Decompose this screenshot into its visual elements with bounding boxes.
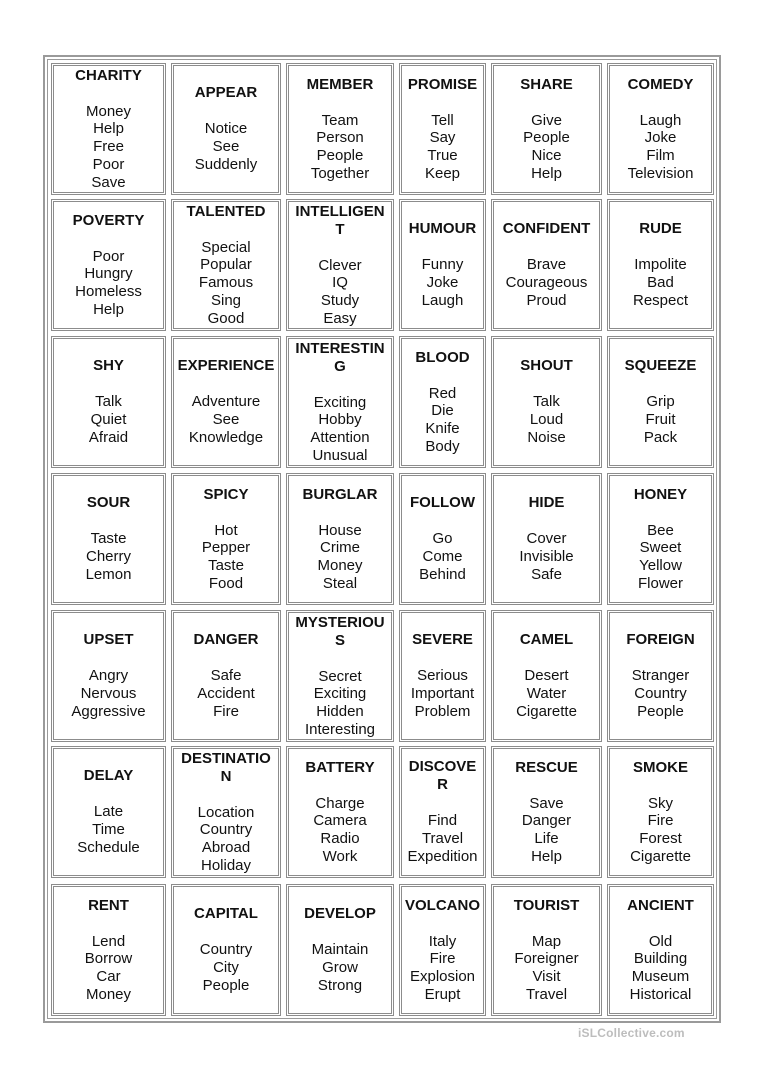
card-word: Strong [317, 976, 363, 994]
word-card [491, 199, 602, 331]
card-word: Quiet [90, 411, 127, 429]
card-title: EXPERIENCE [177, 357, 275, 375]
card-title: DELAY [83, 767, 134, 785]
card-word: Money [85, 102, 132, 120]
card-word: Holiday [200, 856, 252, 874]
word-card [491, 746, 602, 878]
card-word: Nice [531, 147, 562, 164]
card-content [289, 759, 391, 866]
word-card [171, 884, 281, 1016]
card-word: Flower [637, 574, 683, 592]
card-title: DESTINATION [181, 749, 271, 785]
card-word: Attention [310, 429, 370, 446]
card-word: Important [410, 685, 475, 703]
card-word: People [202, 976, 250, 994]
card-word: Desert [524, 667, 569, 685]
card-word: Proud [526, 291, 567, 309]
card-content [610, 897, 711, 1004]
card-title: TALENTED [186, 202, 266, 220]
card-title: MYSTERIOUS [295, 613, 385, 649]
card-word: Impolite [634, 256, 687, 274]
card-content [494, 494, 599, 583]
card-word: Unusual [312, 446, 368, 464]
card-title: FOREIGN [626, 631, 695, 649]
card-word: Time [92, 821, 125, 839]
card-title: ANCIENT [627, 896, 694, 914]
card-content [54, 494, 163, 583]
card-word: Bee [647, 521, 674, 539]
card-word: Late [93, 803, 124, 821]
card-title: BLOOD [415, 348, 470, 366]
card-word: Car [96, 968, 121, 985]
card-title: RENT [88, 896, 129, 914]
card-word: Notice [204, 120, 248, 138]
card-content [610, 220, 711, 309]
card-word: Aggressive [71, 702, 146, 720]
card-word: Location [197, 803, 255, 821]
card-word: Clever [318, 256, 362, 274]
card-word: Brave [526, 256, 567, 274]
card-word: Fire [647, 812, 674, 830]
card-word: Hidden [316, 703, 364, 720]
card-word: Special [201, 238, 251, 256]
card-word: Poor [92, 155, 125, 173]
word-card [171, 63, 281, 195]
word-card [171, 473, 281, 605]
card-word: Joke [426, 274, 459, 292]
word-card [171, 199, 281, 331]
card-word: Say [429, 129, 456, 147]
card-word: Museum [631, 968, 690, 985]
card-word: Noise [527, 428, 566, 446]
card-word: Nervous [80, 685, 137, 703]
word-card [491, 336, 602, 468]
card-word: Historical [629, 985, 692, 1003]
card-content [610, 76, 711, 183]
card-word: House [318, 521, 362, 539]
card-word: Life [534, 830, 559, 847]
card-word: Money [85, 985, 132, 1003]
card-word: Grow [322, 959, 358, 977]
card-content [402, 220, 483, 309]
card-word: Charge [315, 794, 365, 812]
card-content [289, 76, 391, 183]
word-card [399, 63, 486, 195]
word-card [171, 610, 281, 742]
card-word: Film [646, 147, 675, 164]
card-word: Funny [421, 256, 464, 274]
card-title: CAMEL [519, 631, 574, 649]
card-word: Country [199, 821, 253, 839]
card-word: City [213, 959, 239, 977]
card-word: Taste [90, 530, 127, 548]
card-title: DISCOVER [408, 758, 477, 794]
card-word: Pack [643, 428, 678, 446]
card-content [174, 357, 278, 446]
word-card [399, 884, 486, 1016]
word-card [286, 199, 394, 331]
card-content [174, 905, 278, 994]
card-word: Accident [197, 685, 255, 703]
card-word: Cherry [85, 548, 131, 566]
card-word: Talk [533, 393, 560, 411]
card-content [289, 486, 391, 593]
word-card [171, 336, 281, 468]
card-word: Interesting [304, 720, 376, 738]
card-word: Invisible [519, 548, 574, 566]
word-card [491, 610, 602, 742]
card-word: Sky [647, 794, 673, 812]
card-word: Go [432, 530, 453, 548]
word-card [286, 63, 394, 195]
word-card [607, 473, 714, 605]
card-word: Stranger [631, 667, 690, 685]
word-card [607, 199, 714, 331]
card-word: Food [208, 574, 244, 592]
card-word: Suddenly [194, 155, 258, 173]
card-word: Travel [525, 985, 568, 1003]
card-word: Courageous [505, 274, 588, 292]
card-word: Popular [200, 256, 252, 274]
card-title: PROMISE [407, 75, 478, 93]
card-word: See [212, 411, 240, 429]
word-card [491, 473, 602, 605]
card-word: Abroad [201, 839, 251, 856]
card-word: Country [199, 941, 253, 959]
card-word: Crime [320, 539, 360, 557]
card-title: BATTERY [305, 758, 375, 776]
card-title: INTELLIGENT [295, 202, 385, 238]
card-word: Schedule [77, 838, 140, 856]
card-content [610, 486, 711, 593]
card-word: Work [322, 847, 358, 865]
card-word: Knife [425, 420, 460, 437]
word-card [607, 610, 714, 742]
word-card [399, 199, 486, 331]
card-title: SHY [93, 357, 124, 375]
card-word: Good [207, 309, 245, 327]
card-word: Television [627, 164, 694, 182]
card-word: Maintain [311, 941, 369, 959]
card-title: DANGER [193, 631, 259, 649]
card-word: Radio [320, 830, 360, 847]
card-content [54, 897, 163, 1004]
card-word: Hungry [84, 265, 133, 283]
card-content [174, 203, 278, 328]
card-title: CAPITAL [194, 905, 258, 923]
card-content [402, 349, 483, 456]
card-title: HIDE [528, 494, 565, 512]
word-card [607, 884, 714, 1016]
card-content [402, 897, 483, 1004]
card-word: Homeless [75, 283, 142, 300]
card-content [402, 76, 483, 183]
card-word: Exciting [313, 393, 367, 411]
card-content [174, 486, 278, 593]
card-word: Lemon [85, 565, 132, 583]
card-content [494, 76, 599, 183]
card-content [610, 357, 711, 446]
card-word: Body [425, 437, 460, 455]
card-title: SQUEEZE [624, 357, 697, 375]
card-word: Foreigner [514, 950, 579, 968]
card-title: BURGLAR [302, 485, 378, 503]
card-word: Study [320, 292, 360, 309]
card-word: Money [317, 557, 363, 574]
card-word: Italy [428, 932, 457, 950]
card-title: FOLLOW [410, 494, 475, 512]
card-word: Help [531, 164, 562, 182]
card-word: Fire [429, 950, 456, 968]
card-word: Together [310, 164, 370, 182]
card-word: Explosion [409, 968, 476, 985]
card-word: Poor [92, 247, 125, 265]
card-word: Grip [646, 393, 675, 411]
card-word: Cigarette [516, 702, 577, 720]
card-title: HONEY [633, 485, 688, 503]
card-word: Taste [208, 557, 244, 574]
card-title: MEMBER [306, 75, 374, 93]
card-title: SPICY [203, 485, 249, 503]
card-content [494, 897, 599, 1004]
card-word: Laugh [639, 111, 682, 129]
card-content [54, 67, 163, 192]
card-word: Help [93, 120, 124, 138]
word-card [286, 746, 394, 878]
word-card [286, 884, 394, 1016]
word-card [286, 336, 394, 468]
card-title: INTERESTING [295, 339, 385, 375]
card-word: Cigarette [630, 847, 691, 865]
card-word: Fruit [645, 411, 676, 429]
card-word: Building [633, 950, 688, 968]
card-word: Borrow [84, 950, 133, 968]
card-word: Adventure [191, 393, 261, 411]
card-word: Respect [632, 291, 689, 309]
card-title: POVERTY [72, 211, 145, 229]
card-word: Fire [213, 702, 239, 720]
card-word: Cover [526, 530, 567, 548]
word-card [607, 746, 714, 878]
card-word: Pepper [201, 539, 251, 557]
card-title: CONFIDENT [502, 220, 591, 238]
word-card [51, 884, 166, 1016]
card-word: Sweet [639, 539, 682, 557]
card-word: Joke [644, 129, 677, 147]
card-word: Visit [532, 968, 561, 985]
word-card [51, 610, 166, 742]
word-card [286, 473, 394, 605]
card-word: Afraid [88, 428, 129, 446]
card-word: Talk [95, 393, 122, 411]
card-title: SHARE [520, 75, 573, 93]
card-content [289, 905, 391, 994]
card-word: Laugh [421, 291, 464, 309]
card-word: Save [91, 173, 126, 191]
card-word: Secret [318, 667, 362, 685]
card-word: Keep [424, 164, 461, 182]
card-word: Help [93, 300, 124, 318]
card-word: See [212, 138, 240, 156]
card-word: Find [427, 812, 458, 830]
card-word: Map [531, 932, 562, 950]
word-card [491, 63, 602, 195]
word-card [51, 199, 166, 331]
card-word: Famous [198, 274, 254, 292]
card-word: Angry [88, 667, 129, 685]
card-title: SHOUT [520, 357, 573, 375]
word-card [51, 473, 166, 605]
card-word: Free [93, 138, 124, 156]
word-card [171, 746, 281, 878]
card-title: COMEDY [627, 75, 694, 93]
card-title: VOLCANO [405, 896, 480, 914]
card-content [402, 631, 483, 720]
card-word: Problem [414, 702, 471, 720]
word-card [491, 884, 602, 1016]
card-title: SMOKE [632, 758, 688, 776]
card-title: APPEAR [194, 84, 258, 102]
card-content [402, 758, 483, 865]
card-word: Come [422, 548, 463, 566]
card-title: CHARITY [75, 66, 142, 84]
card-word: Erupt [424, 985, 461, 1003]
card-word: Danger [521, 812, 572, 830]
card-word: Lend [91, 932, 126, 950]
card-content [494, 220, 599, 309]
word-card [51, 336, 166, 468]
card-title: RESCUE [515, 758, 578, 776]
card-word: Knowledge [188, 428, 264, 446]
card-word: Help [531, 847, 562, 865]
word-card [51, 746, 166, 878]
word-card [399, 336, 486, 468]
card-word: Loud [529, 411, 564, 429]
card-title: TOURIST [513, 896, 580, 914]
card-word: Safe [210, 667, 242, 685]
card-content [54, 357, 163, 446]
word-card [399, 746, 486, 878]
word-card [607, 63, 714, 195]
card-content [289, 203, 391, 328]
card-word: People [316, 147, 364, 164]
card-word: Forest [639, 830, 682, 847]
card-word: Tell [431, 111, 454, 129]
word-card [286, 610, 394, 742]
card-word: Water [526, 685, 567, 703]
card-word: Behind [419, 565, 466, 583]
card-content [289, 614, 391, 739]
card-word: People [637, 702, 684, 720]
card-word: Serious [417, 667, 468, 685]
card-word: Sing [210, 291, 242, 309]
card-content [494, 357, 599, 446]
card-content [54, 767, 163, 856]
card-content [174, 84, 278, 173]
card-word: Exciting [313, 685, 367, 703]
card-content [174, 631, 278, 720]
card-word: Travel [421, 830, 464, 848]
card-title: SOUR [86, 494, 131, 512]
word-card [399, 610, 486, 742]
word-card [51, 63, 166, 195]
card-title: SEVERE [412, 631, 473, 649]
card-word: Give [531, 111, 562, 129]
card-word: Person [316, 129, 364, 147]
card-word: Old [648, 932, 673, 950]
card-word: Easy [323, 309, 357, 327]
card-content [610, 631, 711, 720]
card-content [54, 631, 163, 720]
card-word: Steal [322, 574, 358, 592]
card-content [54, 212, 163, 319]
card-word: Bad [647, 274, 674, 292]
word-card [399, 473, 486, 605]
card-content [494, 759, 599, 866]
card-content [289, 340, 391, 465]
card-word: Hot [214, 521, 238, 539]
card-word: Team [321, 111, 359, 129]
card-word: People [523, 129, 570, 147]
card-title: DEVELOP [304, 905, 376, 923]
card-word: Die [431, 402, 454, 420]
card-word: Yellow [639, 557, 682, 574]
card-word: Safe [531, 565, 562, 583]
card-title: RUDE [639, 220, 682, 238]
card-title: UPSET [83, 631, 134, 649]
card-title: HUMOUR [408, 220, 477, 238]
card-word: True [427, 147, 458, 164]
card-word: Red [428, 384, 457, 402]
card-content [494, 631, 599, 720]
card-word: Save [529, 794, 564, 812]
card-content [402, 494, 483, 583]
watermark: iSLCollective.com [578, 1026, 685, 1040]
card-word: Expedition [407, 847, 478, 865]
word-card [607, 336, 714, 468]
card-word: Camera [313, 812, 367, 830]
card-word: IQ [332, 274, 348, 292]
card-content [174, 750, 278, 875]
card-content [610, 759, 711, 866]
card-word: Country [634, 685, 687, 703]
card-word: Hobby [318, 411, 362, 429]
